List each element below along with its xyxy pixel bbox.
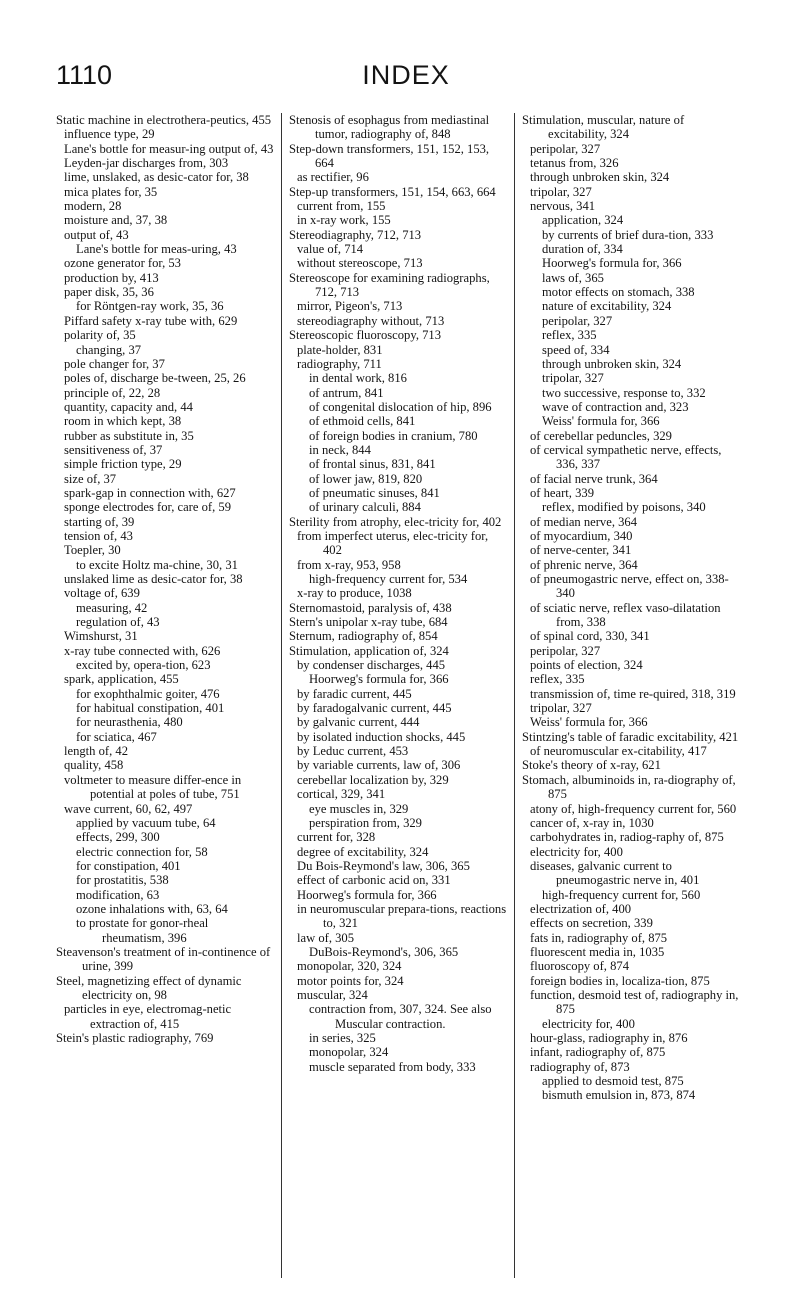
index-entry: DuBois-Reymond's, 306, 365 [309, 944, 459, 959]
index-entry: foreign bodies in, localiza-tion, 875 [530, 973, 710, 988]
index-entry: Leyden-jar discharges from, 303 [64, 156, 229, 171]
index-entry: of frontal sinus, 831, 841 [309, 457, 436, 472]
index-entry: stereodiagraphy without, 713 [297, 313, 445, 328]
index-entry: poles of, discharge be-tween, 25, 26 [64, 371, 246, 386]
index-entry: by condenser discharges, 445 [297, 658, 446, 673]
index-entry: Stereodiagraphy, 712, 713 [289, 227, 422, 242]
index-entry: production by, 413 [64, 270, 159, 285]
index-entry: infant, radiography of, 875 [530, 1045, 666, 1060]
index-entry: of lower jaw, 819, 820 [309, 471, 423, 486]
index-entry: current from, 155 [297, 199, 386, 214]
index-entry: Stein's plastic radiography, 769 [56, 1031, 214, 1045]
index-entry: value of, 714 [297, 242, 364, 257]
index-entry: through unbroken skin, 324 [530, 170, 670, 185]
index-entry: by faradic current, 445 [297, 686, 412, 701]
index-entry: fats in, radiography of, 875 [530, 930, 668, 945]
index-entry: by currents of brief dura-tion, 333 [542, 227, 714, 242]
index-entry: voltmeter to measure differ-ence in potential at poles of tube, 751 [64, 772, 242, 802]
index-entry: high-frequency current for, 560 [542, 887, 701, 902]
index-entry: bismuth emulsion in, 873, 874 [542, 1088, 696, 1103]
index-entry: Step-up transformers, 151, 154, 663, 664 [289, 184, 496, 199]
index-entry: fluorescent media in, 1035 [530, 944, 665, 959]
index-entry: Stomach, albuminoids in, ra-diography of, 875 [522, 772, 736, 802]
index-entry: tripolar, 327 [530, 184, 592, 199]
index-entry: of median nerve, 364 [530, 514, 638, 529]
index-entry: polarity of, 35 [64, 328, 136, 343]
index-entry: Lane's bottle for meas-uring, 43 [76, 242, 237, 257]
index-entry: for habitual constipation, 401 [76, 701, 225, 716]
index-entry: tension of, 43 [64, 528, 133, 543]
index-entry: Hoorweg's formula for, 366 [309, 672, 449, 687]
index-columns [56, 113, 756, 1283]
index-entry: ozone generator for, 53 [64, 256, 181, 271]
index-entry: effects, 299, 300 [76, 830, 160, 845]
index-entry: sponge electrodes for, care of, 59 [64, 500, 231, 515]
index-entry: plate-holder, 831 [297, 342, 383, 357]
index-entry: output of, 43 [64, 227, 129, 242]
index-entry: reflex, modified by poisons, 340 [542, 500, 706, 515]
index-entry: pole changer for, 37 [64, 356, 165, 371]
index-entry: by variable currents, law of, 306 [297, 758, 461, 773]
index-entry: Steavenson's treatment of in-continence of urine, 399 [56, 944, 271, 974]
index-entry: simple friction type, 29 [64, 457, 182, 472]
index-entry: room in which kept, 38 [64, 414, 182, 429]
index-entry: for constipation, 401 [76, 858, 181, 873]
index-entry: current for, 328 [297, 830, 376, 845]
index-entry: modern, 28 [64, 199, 122, 214]
index-entry: to excite Holtz ma-chine, 30, 31 [76, 557, 238, 572]
index-entry: applied to desmoid test, 875 [542, 1074, 684, 1089]
index-entry: of neuromuscular ex-citability, 417 [530, 744, 707, 759]
index-entry: from imperfect uterus, elec-tricity for, 402 [297, 528, 489, 558]
index-entry: electrization of, 400 [530, 901, 632, 916]
index-entry: sensitiveness of, 37 [64, 442, 163, 457]
index-entry: applied by vacuum tube, 64 [76, 815, 216, 830]
index-entry: regulation of, 43 [76, 615, 160, 630]
index-entry: radiography, 711 [297, 356, 382, 371]
index-entry: of urinary calculi, 884 [309, 500, 421, 515]
index-entry: in x-ray work, 155 [297, 213, 391, 228]
index-entry: motor effects on stomach, 338 [542, 285, 695, 300]
page-header [56, 60, 756, 94]
index-entry: Toepler, 30 [64, 543, 121, 558]
page-number: 1110 [56, 60, 113, 90]
index-entry: Stereoscope for examining radiographs, 712, 713 [289, 270, 490, 300]
index-entry: peripolar, 327 [542, 313, 613, 328]
index-entry: points of election, 324 [530, 658, 643, 673]
index-entry: Sternum, radiography of, 854 [289, 629, 438, 644]
index-entry: spark-gap in connection with, 627 [64, 485, 236, 500]
index-entry: Sterility from atrophy, elec-tricity for, 402 [289, 514, 502, 529]
index-entry: transmission of, time re-quired, 318, 319 [530, 686, 736, 701]
index-entry: of ethmoid cells, 841 [309, 414, 416, 429]
index-entry: tetanus from, 326 [530, 156, 619, 171]
index-entry: unslaked lime as desic-cator for, 38 [64, 572, 243, 586]
index-entry: Sternomastoid, paralysis of, 438 [289, 600, 452, 615]
index-entry: by Leduc current, 453 [297, 744, 409, 759]
index-entry: of myocardium, 340 [530, 528, 633, 543]
index-entry: in series, 325 [309, 1031, 376, 1045]
index-entry: quantity, capacity and, 44 [64, 399, 193, 414]
index-entry: to prostate for gonor-rheal rheumatism, 396 [76, 916, 209, 945]
index-entry: for Röntgen-ray work, 35, 36 [76, 299, 224, 314]
index-entry: by isolated induction shocks, 445 [297, 729, 466, 744]
index-entry: moisture and, 37, 38 [64, 213, 168, 228]
index-entry: laws of, 365 [542, 270, 604, 285]
index-entry: Steel, magnetizing effect of dynamic electricity on, 98 [56, 973, 242, 1002]
index-entry: wave of contraction and, 323 [542, 399, 689, 414]
index-entry: Stern's unipolar x-ray tube, 684 [289, 615, 448, 630]
index-entry: degree of excitability, 324 [297, 844, 429, 859]
index-entry: in neck, 844 [309, 442, 371, 457]
index-entry: by faradogalvanic current, 445 [297, 701, 452, 716]
index-entry: effect of carbonic acid on, 331 [297, 873, 451, 888]
index-entry: cancer of, x-ray in, 1030 [530, 815, 654, 830]
index-entry: from x-ray, 953, 958 [297, 557, 401, 572]
index-column-2 [289, 113, 507, 1074]
index-entry: length of, 42 [64, 744, 129, 759]
index-entry: ozone inhalations with, 63, 64 [76, 901, 228, 916]
index-entry: monopolar, 320, 324 [297, 959, 402, 974]
index-entry: modification, 63 [76, 887, 160, 902]
index-entry: Stoke's theory of x-ray, 621 [522, 758, 661, 773]
index-entry: starting of, 39 [64, 514, 135, 529]
index-entry: muscular, 324 [297, 987, 368, 1002]
index-entry: Wimshurst, 31 [64, 629, 138, 644]
index-entry: of nerve-center, 341 [530, 543, 632, 558]
index-entry: Hoorweg's formula for, 366 [297, 887, 437, 902]
index-entry: voltage of, 639 [64, 586, 140, 601]
index-entry: spark, application, 455 [64, 672, 179, 687]
index-entry: particles in eye, electromag-netic extraction of, 415 [64, 1002, 232, 1031]
index-entry: Stenosis of esophagus from mediastinal tumor, radiography of, 848 [289, 113, 490, 142]
index-entry: in neuromuscular prepara-tions, reactions to, 321 [297, 901, 507, 931]
index-entry: of pneumatic sinuses, 841 [309, 485, 440, 500]
index-entry: mica plates for, 35 [64, 184, 158, 199]
index-entry: electric connection for, 58 [76, 844, 208, 859]
index-entry: Du Bois-Reymond's law, 306, 365 [297, 858, 470, 873]
index-entry: perspiration from, 329 [309, 815, 422, 830]
index-entry: application, 324 [542, 213, 624, 228]
index-entry: in dental work, 816 [309, 371, 407, 386]
index-entry: function, desmoid test of, radiography in, 875 [530, 987, 739, 1017]
index-column-1 [56, 113, 274, 1045]
index-entry: motor points for, 324 [297, 973, 404, 988]
index-entry: Stimulation, application of, 324 [289, 643, 449, 658]
index-entry: fluoroscopy of, 874 [530, 959, 629, 974]
index-entry: x-ray to produce, 1038 [297, 586, 412, 601]
index-entry: for neurasthenia, 480 [76, 715, 183, 730]
index-entry: lime, unslaked, as desic-cator for, 38 [64, 170, 249, 185]
index-entry: changing, 37 [76, 342, 142, 357]
index-entry: mirror, Pigeon's, 713 [297, 299, 403, 314]
index-entry: eye muscles in, 329 [309, 801, 409, 816]
index-entry: electricity for, 400 [542, 1016, 635, 1031]
index-entry: muscle separated from body, 333 [309, 1059, 476, 1074]
index-entry: speed of, 334 [542, 342, 610, 357]
index-entry: high-frequency current for, 534 [309, 572, 468, 586]
index-entry: law of, 305 [297, 930, 355, 945]
index-entry: for prostatitis, 538 [76, 873, 169, 888]
index-entry: of pneumogastric nerve, effect on, 338-340 [530, 572, 729, 601]
index-entry: radiography of, 873 [530, 1059, 630, 1074]
index-entry: effects on secretion, 339 [530, 916, 653, 931]
index-entry: electricity for, 400 [530, 844, 623, 859]
index-entry: reflex, 335 [542, 328, 597, 343]
index-entry: paper disk, 35, 36 [64, 285, 154, 300]
index-entry: two successive, response to, 332 [542, 385, 706, 400]
index-entry: carbohydrates in, radiog-raphy of, 875 [530, 830, 724, 845]
index-entry: of phrenic nerve, 364 [530, 557, 638, 572]
index-entry: of foreign bodies in cranium, 780 [309, 428, 478, 443]
index-entry: diseases, galvanic current to pneumogastric nerve in, 401 [530, 858, 700, 888]
index-entry: nervous, 341 [530, 199, 596, 214]
column-divider [514, 113, 515, 1278]
index-entry: tripolar, 327 [530, 701, 592, 716]
index-entry: tripolar, 327 [542, 371, 604, 386]
index-entry: Stintzing's table of faradic excitability, 421 [522, 729, 739, 744]
index-entry: size of, 37 [64, 471, 117, 486]
index-entry: quality, 458 [64, 758, 124, 773]
index-entry: x-ray tube connected with, 626 [64, 643, 221, 658]
index-entry: Hoorweg's formula for, 366 [542, 256, 682, 271]
index-entry: Stimulation, muscular, nature of excitability, 324 [522, 113, 685, 142]
index-entry: Stereoscopic fluoroscopy, 713 [289, 328, 442, 343]
index-entry: by galvanic current, 444 [297, 715, 420, 730]
index-entry: Step-down transformers, 151, 152, 153, 664 [289, 141, 490, 171]
index-entry: of sciatic nerve, reflex vaso-dilatation from, 338 [530, 600, 721, 630]
index-entry: of cervical sympathetic nerve, effects, 336, 337 [530, 442, 722, 472]
column-divider [281, 113, 282, 1278]
index-entry: peripolar, 327 [530, 141, 601, 156]
index-column-3 [522, 113, 740, 1103]
index-entry: peripolar, 327 [530, 643, 601, 658]
index-entry: nature of excitability, 324 [542, 299, 672, 314]
index-entry: cortical, 329, 341 [297, 787, 386, 802]
index-entry: cerebellar localization by, 329 [297, 772, 449, 787]
index-entry: Weiss' formula for, 366 [542, 414, 660, 429]
index-entry: for sciatica, 467 [76, 729, 157, 744]
index-entry: measuring, 42 [76, 600, 148, 615]
index-entry: through unbroken skin, 324 [542, 356, 682, 371]
index-entry: wave current, 60, 62, 497 [64, 801, 193, 816]
index-entry: hour-glass, radiography in, 876 [530, 1031, 688, 1045]
index-entry: of cerebellar peduncles, 329 [530, 428, 672, 443]
index-entry: of congenital dislocation of hip, 896 [309, 399, 492, 414]
index-entry: influence type, 29 [64, 127, 155, 142]
index-entry: rubber as substitute in, 35 [64, 428, 194, 443]
index-entry: for exophthalmic goiter, 476 [76, 686, 220, 701]
index-entry: Lane's bottle for measur-ing output of, 43 [64, 141, 274, 156]
index-entry: without stereoscope, 713 [297, 256, 423, 271]
page-title: INDEX [362, 60, 450, 90]
index-entry: as rectifier, 96 [297, 170, 369, 185]
index-entry: Static machine in electrothera-peutics, 455 [56, 113, 272, 127]
index-entry: duration of, 334 [542, 242, 623, 257]
index-entry: monopolar, 324 [309, 1045, 389, 1060]
index-entry: of antrum, 841 [309, 385, 384, 400]
index-entry: atony of, high-frequency current for, 560 [530, 801, 737, 816]
index-entry: principle of, 22, 28 [64, 385, 161, 400]
index-entry: Piffard safety x-ray tube with, 629 [64, 313, 238, 328]
index-entry: excited by, opera-tion, 623 [76, 658, 211, 673]
index-entry: reflex, 335 [530, 672, 585, 687]
index-entry: of spinal cord, 330, 341 [530, 629, 650, 644]
index-entry: Weiss' formula for, 366 [530, 715, 648, 730]
index-entry: of facial nerve trunk, 364 [530, 471, 658, 486]
index-entry: of heart, 339 [530, 485, 594, 500]
index-entry: contraction from, 307, 324. See also Muscular contraction. [309, 1002, 492, 1031]
